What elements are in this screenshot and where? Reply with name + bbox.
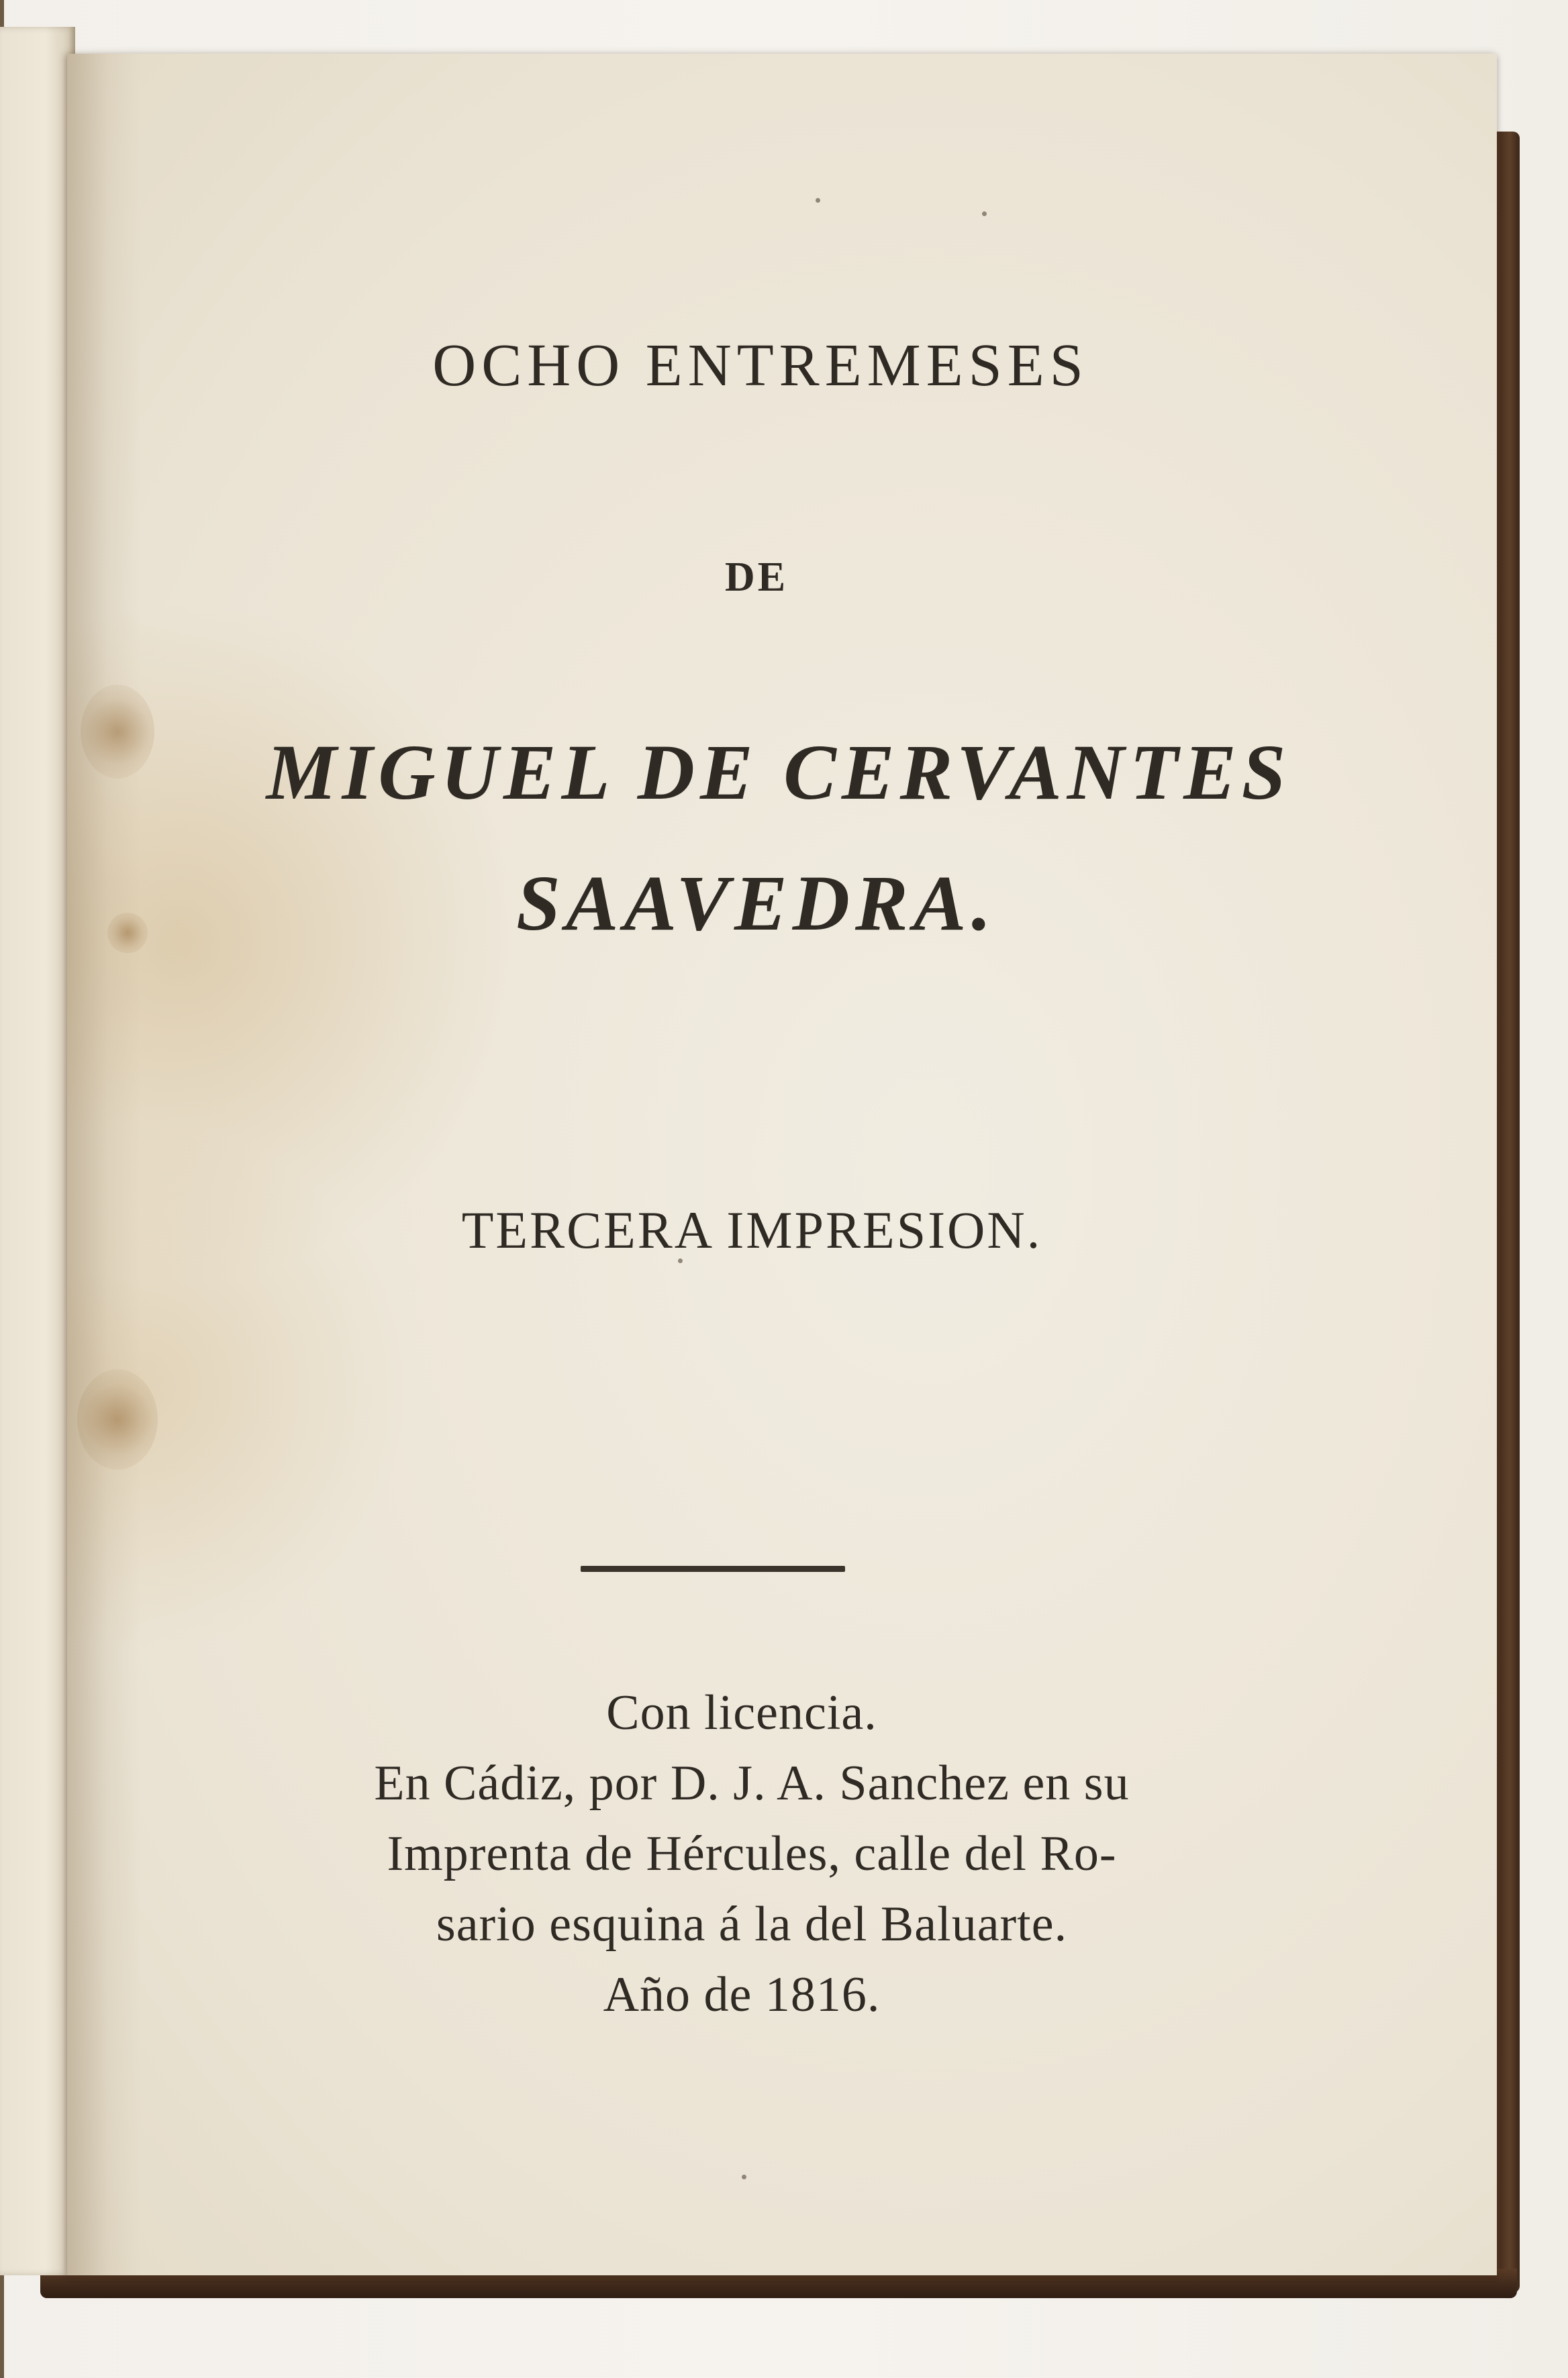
separator-rule bbox=[581, 1566, 845, 1572]
author-name-line-1: MIGUEL DE CERVANTES bbox=[266, 728, 1291, 816]
ink-speck bbox=[742, 2175, 746, 2179]
imprint-year: Año de 1816. bbox=[603, 1967, 881, 2022]
ink-speck bbox=[982, 211, 987, 216]
work-title: OCHO ENTREMESES bbox=[432, 332, 1089, 399]
foxing-spot bbox=[77, 1369, 158, 1470]
imprint-printer: En Cádiz, por D. J. A. Sanchez en su bbox=[374, 1756, 1130, 1811]
imprint-press: Imprenta de Hércules, calle del Ro- bbox=[387, 1826, 1117, 1881]
imprint-license: Con licencia. bbox=[606, 1685, 877, 1740]
edition-statement: TERCERA IMPRESION. bbox=[461, 1201, 1042, 1259]
imprint-address: sario esquina á la del Baluarte. bbox=[436, 1897, 1068, 1952]
title-page bbox=[67, 54, 1497, 2275]
author-name-line-2: SAAVEDRA. bbox=[516, 859, 997, 947]
ink-speck bbox=[816, 198, 820, 203]
author-preposition: DE bbox=[724, 554, 789, 600]
